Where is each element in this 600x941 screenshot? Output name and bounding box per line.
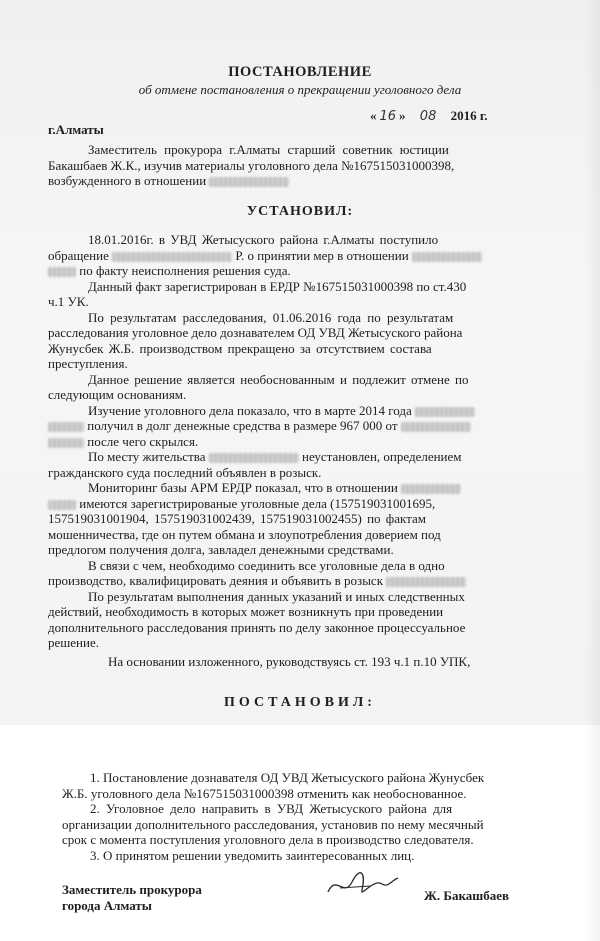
text-line: гражданского суда последний объявлен в розыск.	[48, 464, 322, 480]
established-heading: УСТАНОВИЛ:	[246, 204, 354, 219]
text-line	[48, 248, 482, 264]
text-span: получил в долг денежные средства в размере 967 000 от	[87, 418, 398, 433]
text-line: срок с момента поступления уголовного дела в производство следователя.	[62, 832, 474, 847]
document-date	[370, 108, 488, 124]
document-title: ПОСТАНОВЛЕНИЕ	[228, 64, 372, 80]
redacted-text	[209, 177, 289, 187]
text-line: 3. О принятом решении уведомить заинтересованных лиц.	[90, 847, 415, 863]
text-line: 2. Уголовное дело направить в УВД Жетысуского района для	[90, 801, 453, 816]
intro-paragraph	[48, 142, 454, 189]
signer-position-line: Заместитель прокурора	[62, 882, 202, 897]
date-year: 2016 г.	[450, 108, 488, 123]
text-span: Мониторинг базы АРМ ЕРДР показал, что в отношении	[88, 480, 398, 495]
redacted-text	[112, 252, 232, 262]
redacted-text	[415, 407, 475, 417]
text-line: Ж.Б. уголовного дела №167515031000398 отменить как необоснованное.	[62, 785, 467, 801]
text-line: Данное решение является необоснованным и подлежит отмене по	[88, 371, 469, 387]
text-line	[48, 573, 482, 589]
date-day: 16	[379, 109, 397, 124]
text-line: Данный факт зарегистрирован в ЕРДР №167515031000398 по ст.430	[88, 278, 467, 294]
text-span: неустановлен, определением	[301, 449, 462, 464]
text-line: Бакашбаев Ж.К., изучив материалы уголовного дела №167515031000398,	[48, 157, 455, 173]
text-span: имеются зарегистрированые уголовные дела (157519031001695,	[79, 495, 436, 511]
redacted-text	[401, 422, 471, 432]
text-line	[48, 496, 482, 512]
text-line	[48, 449, 482, 465]
text-line: мошенничества, где он путем обмана и злоупотребления доверием под	[48, 526, 441, 542]
redacted-text	[48, 438, 84, 448]
text-span: возбужденного в отношении	[48, 173, 207, 188]
redacted-text	[386, 577, 466, 587]
text-line: организации дополнительного расследования, установив по нему месячный	[62, 816, 484, 832]
redacted-text	[48, 500, 76, 510]
signer-position-line: города Алматы	[62, 898, 152, 913]
text-line	[48, 263, 482, 279]
signer-position	[62, 882, 202, 914]
text-line: 1. Постановление дознавателя ОД УВД Жетысуского района Жунусбек	[90, 770, 485, 785]
text-line: 157519031001904, 157519031002439, 157519031002455) по фактам	[48, 511, 426, 526]
text-line: На основании изложенного, руководствуясь ст. 193 ч.1 п.10 УПК,	[108, 653, 471, 669]
document-city: г.Алматы	[48, 122, 104, 137]
text-span: после чего скрылся.	[87, 433, 199, 449]
date-quote-close: »	[399, 108, 406, 123]
text-line: следующим основаниям.	[48, 387, 187, 402]
redacted-text	[209, 453, 299, 463]
text-line: Заместитель прокурора г.Алматы старший советник юстиции	[88, 142, 449, 157]
page-edge-shadow	[585, 0, 600, 941]
redacted-text	[401, 484, 461, 494]
text-span: По месту жительства	[88, 449, 206, 464]
text-span: по факту неисполнения решения суда.	[79, 263, 291, 278]
date-quote-open: «	[370, 108, 377, 123]
text-line: преступления.	[48, 356, 128, 371]
redacted-text	[412, 252, 482, 262]
resolved-heading: ПОСТАНОВИЛ:	[224, 695, 376, 710]
text-line: дополнительного расследования принять по делу законное процессуальное	[48, 619, 466, 635]
document-subtitle: об отмене постановления о прекращении уголовного дела	[138, 82, 462, 97]
text-line: ч.1 УК.	[48, 294, 89, 309]
text-line: 18.01.2016г. в УВД Жетысуского района г.Алматы поступило	[88, 232, 439, 247]
text-line: В связи с чем, необходимо соединить все уголовные дела в одно	[88, 557, 445, 573]
text-line	[48, 480, 482, 496]
established-section	[48, 232, 482, 669]
text-line	[48, 403, 482, 419]
text-line: Жунусбек Ж.Б. производством прекращено за отсутствием состава	[48, 340, 432, 356]
date-month: 08	[419, 109, 437, 124]
text-span: обращение	[48, 247, 109, 263]
text-span: Р. о принятии мер в отношении	[235, 247, 409, 263]
text-line	[48, 173, 454, 189]
text-line	[48, 434, 482, 450]
text-line: расследования уголовное дело дознавателем ОД УВД Жетысуского района	[48, 325, 463, 340]
text-span: Изучение уголовного дела показало, что в марте 2014 года	[88, 402, 412, 418]
resolved-section	[62, 770, 484, 863]
handwritten-signature	[322, 868, 402, 904]
text-line: предлогом получения долга, завладел денежными средствами.	[48, 542, 394, 557]
redacted-text	[48, 267, 76, 277]
text-line	[48, 418, 482, 434]
text-line: По результатам расследования, 01.06.2016 года по результатам	[88, 309, 454, 325]
text-line: По результатам выполнения данных указаний и иных следственных	[88, 588, 465, 604]
text-line: решение.	[48, 635, 99, 650]
redacted-text	[48, 422, 84, 432]
text-span: производство, квалифицировать деяния и объявить в розыск	[48, 573, 384, 588]
text-line: действий, необходимость в которых может возникнуть при проведении	[48, 604, 444, 619]
signer-name: Ж. Бакашбаев	[424, 888, 510, 903]
